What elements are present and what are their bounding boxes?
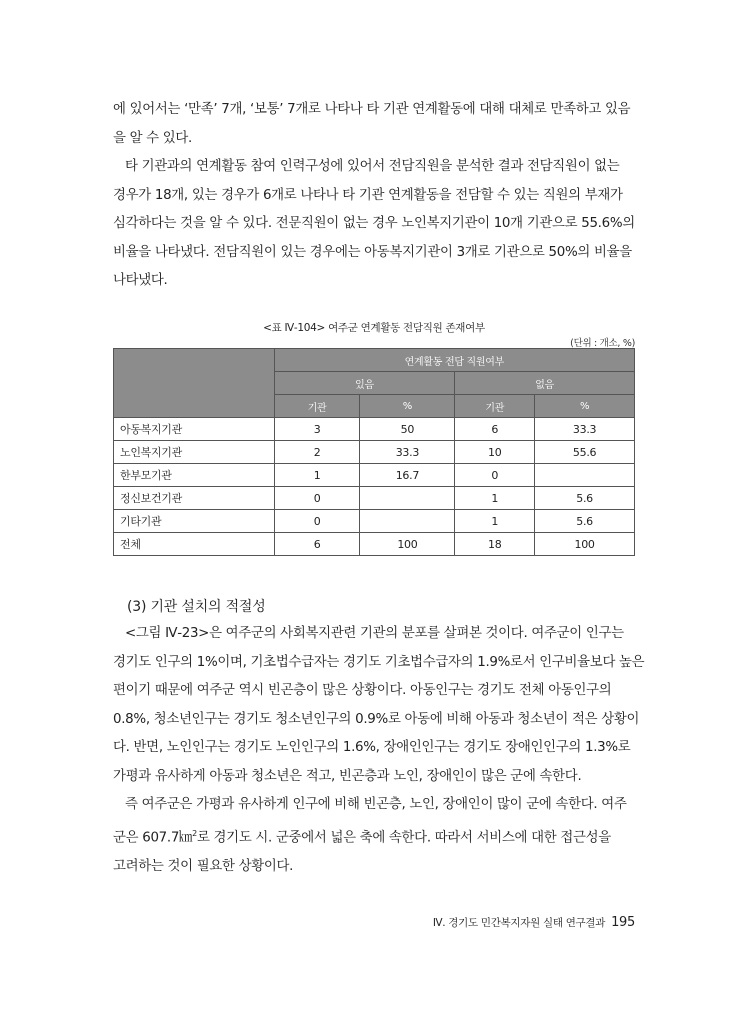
text-line: <그림 Ⅳ-23>은 여주군의 사회복지관련 기관의 분포를 살펴본 것이다. 여주군이 인구는 xyxy=(125,626,624,641)
cell: 5.6 xyxy=(535,510,635,533)
row-label: 노인복지기관 xyxy=(114,441,275,464)
cell xyxy=(360,510,455,533)
cell: 0 xyxy=(274,487,360,510)
sub-header-no: 없음 xyxy=(455,372,635,395)
table-unit: (단위 : 개소, %) xyxy=(570,338,635,349)
column-header: 기관 xyxy=(455,395,535,418)
cell: 10 xyxy=(455,441,535,464)
cell: 55.6 xyxy=(535,441,635,464)
text-line: 나타냈다. xyxy=(113,273,168,289)
text-line: 0.8%, 청소년인구는 경기도 청소년인구의 0.9%로 아동에 비해 아동과 청소년이 적은 상황이 xyxy=(113,711,640,727)
cell xyxy=(360,487,455,510)
table-row xyxy=(114,441,635,464)
table-row xyxy=(114,418,635,441)
text-line: 비율을 나타냈다. 전담직원이 있는 경우에는 아동복지기관이 3개로 기관으로 50%의 비율을 xyxy=(113,244,632,260)
table-row xyxy=(114,464,635,487)
table-caption: <표 Ⅳ-104> 여주군 연계활동 전담직원 존재여부 xyxy=(263,322,485,334)
paragraph-4 xyxy=(113,791,635,881)
row-label: 기타기관 xyxy=(114,510,275,533)
table-corner-cell xyxy=(114,349,275,418)
text-line: 고려하는 것이 필요한 상황이다. xyxy=(113,858,294,874)
chapter-title: Ⅳ. 경기도 민간복지자원 실태 연구결과 xyxy=(432,917,606,929)
area-value: 군은 607.7㎞ xyxy=(113,830,193,846)
page-footer xyxy=(433,915,635,930)
text-line: 편이기 때문에 여주군 역시 빈곤층이 많은 상황이다. 아동인구는 경기도 전체 아동인구의 xyxy=(113,683,612,699)
row-label: 정신보건기관 xyxy=(114,487,275,510)
text-line xyxy=(113,820,635,853)
table-row xyxy=(114,533,635,556)
paragraph-2 xyxy=(113,153,635,296)
cell: 16.7 xyxy=(360,464,455,487)
staff-table xyxy=(113,348,635,556)
text-line: 경우가 18개, 있는 경우가 6개로 나타나 타 기관 연계활동을 전담할 수 있는 직원의 부재가 xyxy=(113,187,623,203)
row-label: 한부모기관 xyxy=(114,464,275,487)
cell: 5.6 xyxy=(535,487,635,510)
text-line: 에 있어서는 ‘만족’ 7개, ‘보통’ 7개로 나타나 타 기관 연계활동에 대해 대체로 만족하고 있음 xyxy=(113,102,631,117)
column-header: 기관 xyxy=(274,395,360,418)
table-row xyxy=(114,510,635,533)
cell: 50 xyxy=(360,418,455,441)
paragraph-1 xyxy=(113,96,635,153)
page-number: 195 xyxy=(611,915,635,930)
cell: 2 xyxy=(274,441,360,464)
cell: 33.3 xyxy=(535,418,635,441)
superscript: 2 xyxy=(192,828,197,838)
sub-header-yes: 있음 xyxy=(274,372,455,395)
cell: 1 xyxy=(455,510,535,533)
text-line: 즉 여주군은 가평과 유사하게 인구에 비해 빈곤층, 노인, 장애인이 많이 군에 속한다. 여주 xyxy=(125,797,627,812)
cell: 1 xyxy=(274,464,360,487)
cell: 1 xyxy=(455,487,535,510)
text-line: 가평과 유사하게 아동과 청소년은 적고, 빈곤층과 노인, 장애인이 많은 군에 속한다. xyxy=(113,768,582,784)
cell: 0 xyxy=(274,510,360,533)
group-header: 연계활동 전담 직원여부 xyxy=(274,349,634,372)
row-label: 아동복지기관 xyxy=(114,418,275,441)
cell: 33.3 xyxy=(360,441,455,464)
text-line: 타 기관과의 연계활동 참여 인력구성에 있어서 전담직원을 분석한 결과 전담직원이 없는 xyxy=(125,159,620,174)
text-line: 경기도 인구의 1%이며, 기초법수급자는 경기도 기초법수급자의 1.9%로서 인구비율보다 높은 xyxy=(113,654,645,670)
text-line: 을 알 수 있다. xyxy=(113,130,193,146)
paragraph-3 xyxy=(113,620,645,792)
cell: 6 xyxy=(274,533,360,556)
cell: 6 xyxy=(455,418,535,441)
text-line: 심각하다는 것을 알 수 있다. 전문직원이 없는 경우 노인복지기관이 10개 기관으로 55.6%의 xyxy=(113,216,635,232)
text-line: 다. 반면, 노인인구는 경기도 노인인구의 1.6%, 장애인인구는 경기도 장애인인구의 1.3%로 xyxy=(113,740,631,756)
cell: 100 xyxy=(360,533,455,556)
cell: 3 xyxy=(274,418,360,441)
cell: 100 xyxy=(535,533,635,556)
text-fragment: 로 경기도 시. 군중에서 넓은 축에 속한다. 따라서 서비스에 대한 접근성을 xyxy=(196,830,611,846)
cell: 0 xyxy=(455,464,535,487)
table-row xyxy=(114,487,635,510)
column-header: % xyxy=(535,395,635,418)
column-header: % xyxy=(360,395,455,418)
cell xyxy=(535,464,635,487)
row-label: 전체 xyxy=(114,533,275,556)
section-title: (3) 기관 설치의 적절성 xyxy=(127,599,266,615)
cell: 18 xyxy=(455,533,535,556)
